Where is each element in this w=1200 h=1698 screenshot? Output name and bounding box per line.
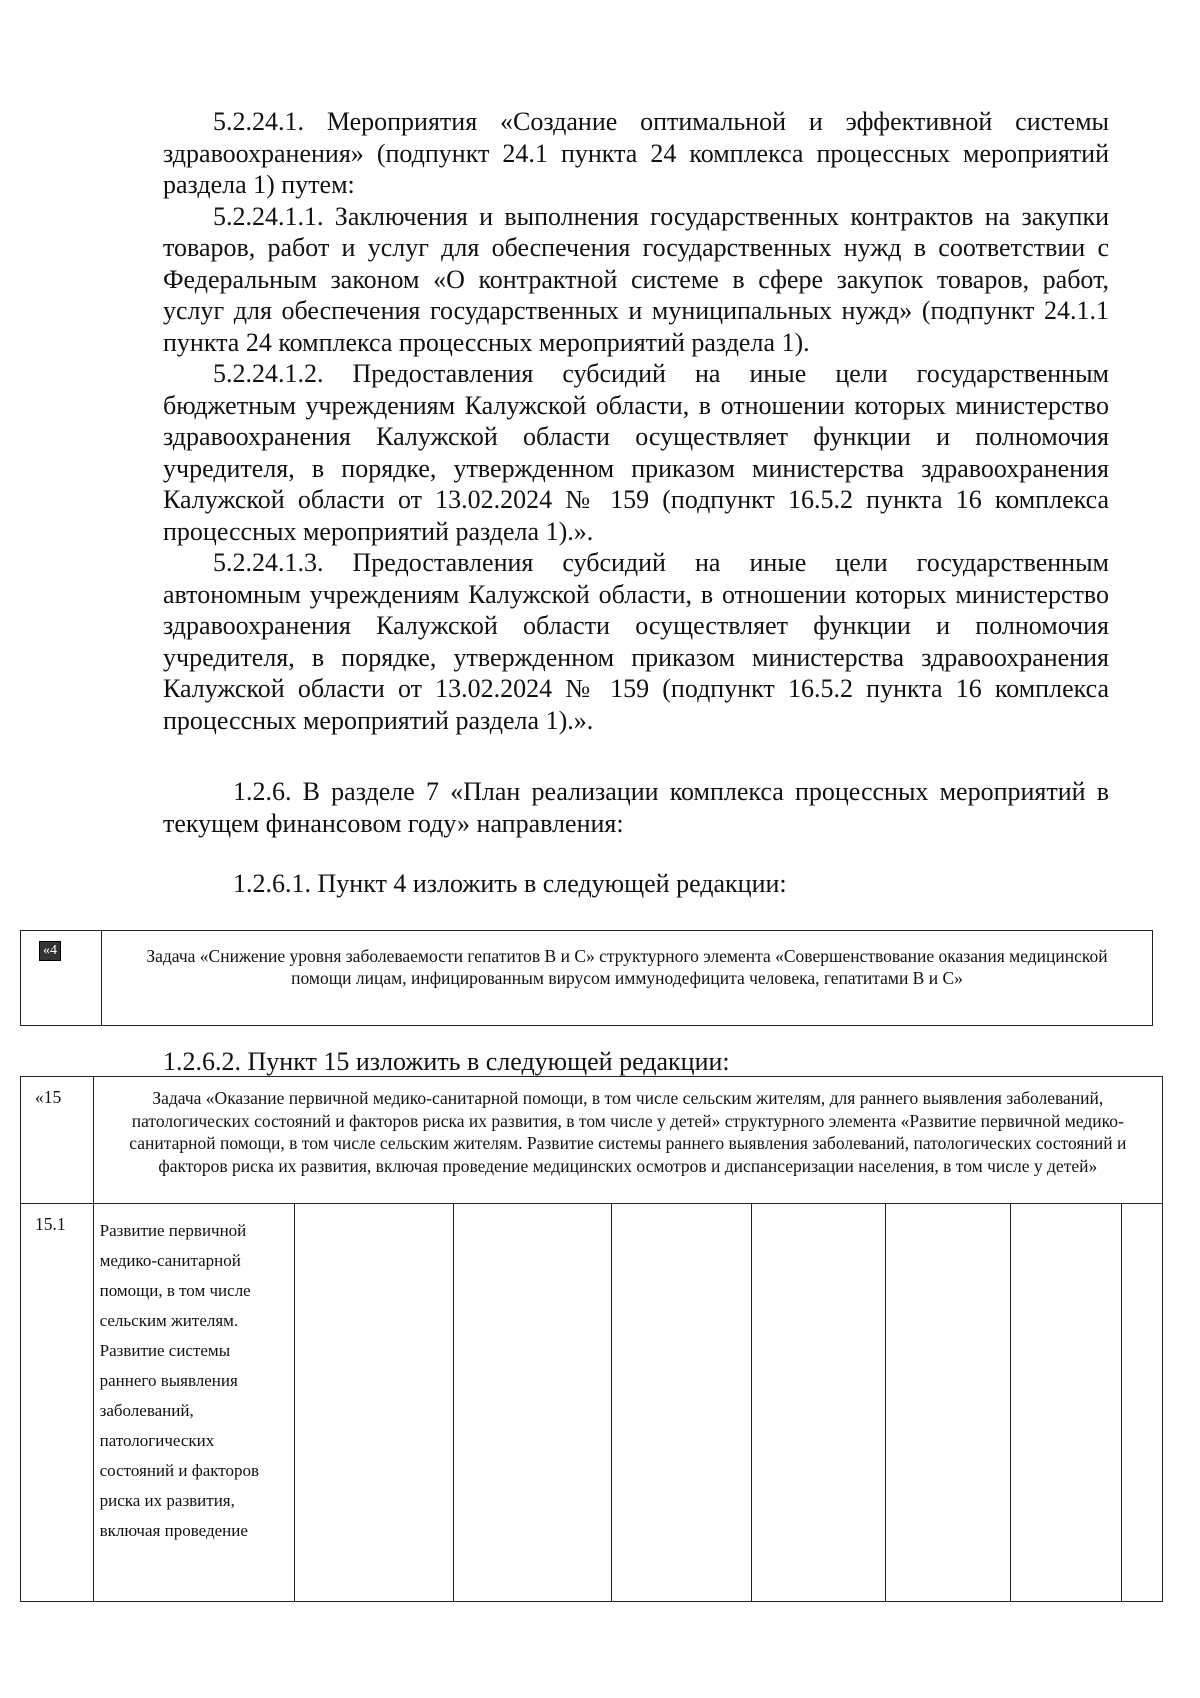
- empty-cell: [886, 1204, 1011, 1602]
- paragraph-5-2-24-1: 5.2.24.1. Мероприятия «Создание оптимальной и эффективной системы здравоохранения» (подпункт 24.1 пункта 24 комплекса процессных мероприятий раздела 1) путем:: [163, 107, 1109, 199]
- empty-cell: [752, 1204, 886, 1602]
- paragraph-5-2-24-1-1: 5.2.24.1.1. Заключения и выполнения государственных контрактов на закупки товаров, работ и услуг для обеспечения государственных нужд в соответствии с Федеральным законом «О контрактной системе в сфере закупок товаров, работ, услуг для обеспечения государственных и муниципальных нужд» (подпункт 24.1.1 пункта 24 комплекса процессных мероприятий раздела 1).: [163, 201, 1109, 357]
- paragraph-1-2-6: 1.2.6. В разделе 7 «План реализации комплекса процессных мероприятий в текущем финансовом году» направления:: [163, 777, 1109, 838]
- paragraph-5-2-24-1-3: 5.2.24.1.3. Предоставления субсидий на иные цели государственным автономным учреждениям Калужской области, в отношении которых министерство здравоохранения Калужской области осуществляет функции и полномочия учредителя, в порядке, утвержденном приказом министерства здравоохранения Калужской области от 13.02.2024 № 159 (подпункт 16.5.2 пункта 16 комплекса процессных мероприятий раздела 1).».: [163, 548, 1109, 735]
- paragraph-5-2-24-1-2: 5.2.24.1.2. Предоставления субсидий на иные цели государственным бюджетным учреждениям Калужской области, в отношении которых министерство здравоохранения Калужской области осуществляет функции и полномочия учредителя, в порядке, утвержденном приказом министерства здравоохранения Калужской области от 13.02.2024 № 159 (подпункт 16.5.2 пункта 16 комплекса процессных мероприятий раздела 1).».: [163, 359, 1109, 546]
- task-cell: Задача «Оказание первичной медико-санитарной помощи, в том числе сельским жителям, для раннего выявления заболеваний, патологических состояний и факторов риска их развития, в том числе у детей» структурного элемента «Развитие первичной медико-санитарной помощи, в том числе сельским жителям. Развитие системы раннего выявления заболеваний, патологических состояний и факторов риска их развития, включая проведение медицинских осмотров и диспансеризации населения, в том числе у детей»: [93, 1077, 1162, 1204]
- empty-cell: [1121, 1204, 1162, 1602]
- description-cell: Развитие первичной медико-санитарной помощи, в том числе сельским жителям. Развитие системы раннего выявления заболеваний, патологических состояний и факторов риска их развития, включая проведение: [93, 1204, 294, 1602]
- paragraph-1-2-6-2: 1.2.6.2. Пункт 15 изложить в следующей редакции:: [163, 1047, 730, 1076]
- empty-cell: [1011, 1204, 1122, 1602]
- row-number-cell: [21, 931, 102, 1026]
- table-point-4: [20, 930, 1153, 1026]
- section-1-2-6: [163, 776, 1109, 839]
- empty-cell: [294, 1204, 453, 1602]
- task-cell: Задача «Снижение уровня заболеваемости гепатитов В и С» структурного элемента «Совершенствование оказания медицинской помощи лицам, инфицированным вирусом иммунодефицита человека, гепатитами В и С»: [102, 931, 1153, 1026]
- section-5-2-24-1: [163, 106, 1109, 736]
- section-1-2-6-2: [163, 1046, 1109, 1078]
- table-row: [21, 931, 1153, 1026]
- row-number-cell: 15.1: [21, 1204, 94, 1602]
- section-1-2-6-1: [233, 868, 1179, 900]
- empty-cell: [612, 1204, 752, 1602]
- table-row: [21, 1077, 1163, 1204]
- table-row: [21, 1204, 1163, 1602]
- row-number-cell: «15: [21, 1077, 94, 1204]
- empty-cell: [453, 1204, 612, 1602]
- row-marker-icon: «4: [39, 941, 61, 961]
- paragraph-1-2-6-1: 1.2.6.1. Пункт 4 изложить в следующей редакции:: [233, 869, 787, 898]
- table-point-15: [20, 1076, 1163, 1602]
